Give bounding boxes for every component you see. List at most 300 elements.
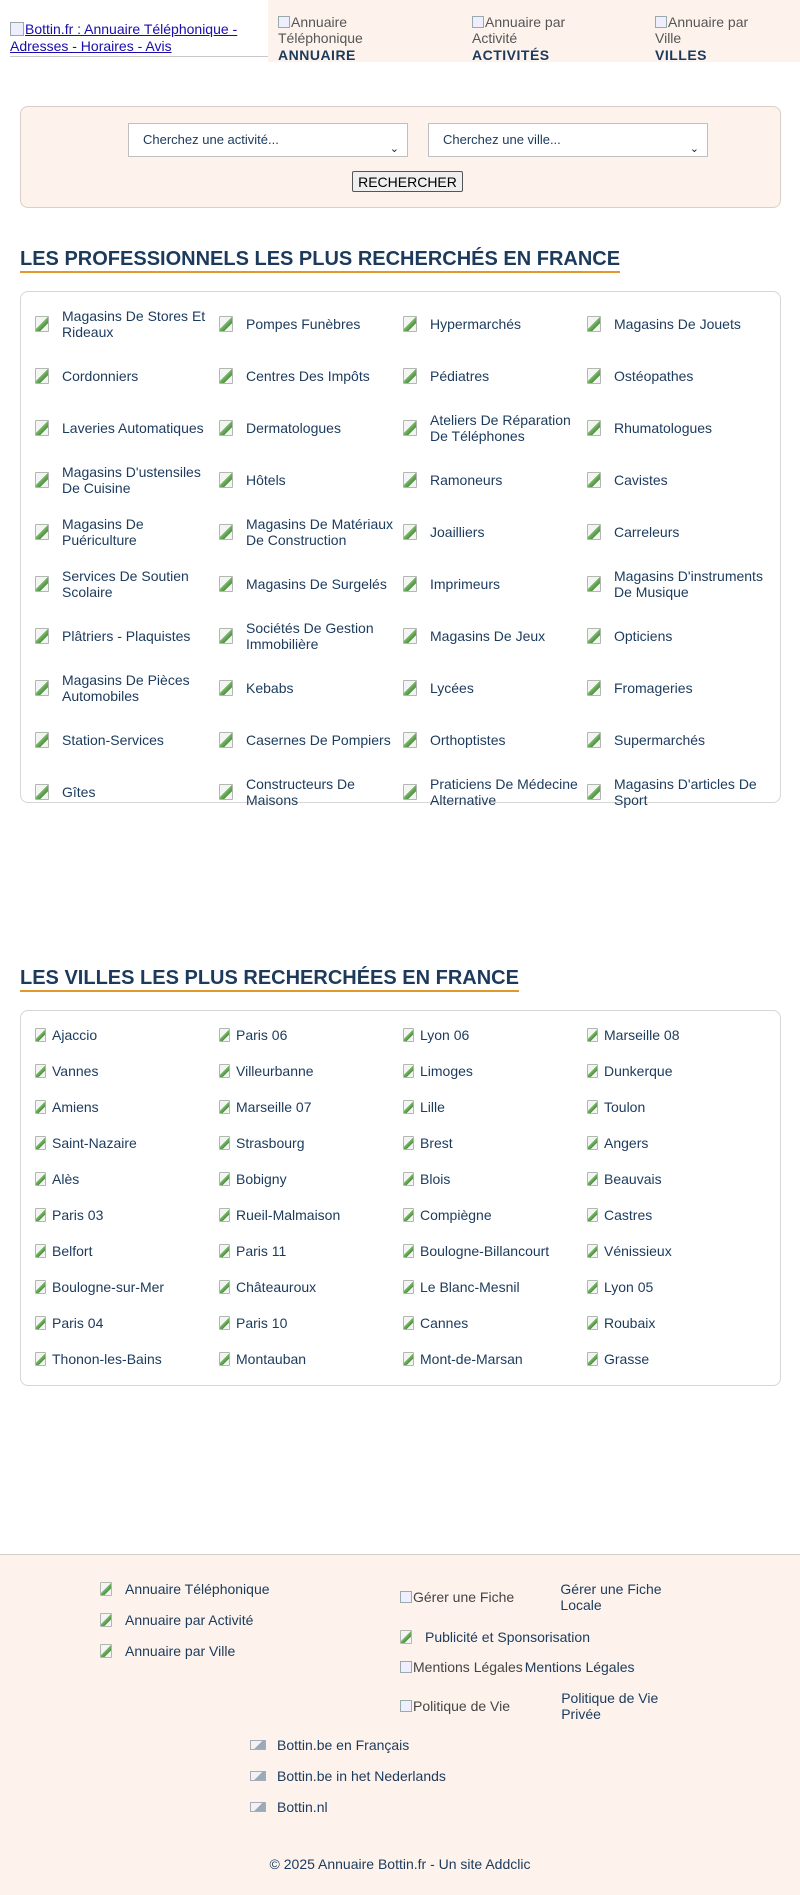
footer-link-ads[interactable]: Publicité et Sponsorisation [400,1629,590,1645]
city-thumbnail-icon [587,1064,598,1078]
city-thumbnail-icon [35,1208,46,1222]
city-row [21,1277,782,1297]
category-thumbnail-icon [587,524,601,540]
city-link[interactable] [403,1097,587,1117]
city-thumbnail-icon [219,1316,230,1330]
pro-label: Joailliers [430,524,485,540]
city-label: Paris 11 [236,1243,287,1259]
broken-image-icon [400,1591,412,1603]
pro-label: Praticiens De Médecine Alternative [430,776,578,808]
city-thumbnail-icon [219,1280,230,1294]
broken-image-icon [472,16,484,28]
city-label: Grasse [604,1351,650,1367]
city-thumbnail-icon [403,1316,414,1330]
city-link[interactable] [403,1313,587,1333]
city-label: Toulon [604,1099,646,1115]
city-label: Vénissieux [604,1243,672,1259]
activity-select[interactable] [128,123,408,157]
pro-link[interactable] [35,408,219,448]
pro-link[interactable] [587,720,771,760]
city-row [21,1349,782,1369]
pro-label: Plâtriers - Plaquistes [62,628,191,644]
nav-villes[interactable] [655,14,770,63]
city-thumbnail-icon [587,1100,598,1114]
category-thumbnail-icon [403,316,417,332]
pro-link[interactable] [219,512,403,552]
city-link[interactable] [219,1205,403,1225]
city-link[interactable] [35,1205,219,1225]
category-thumbnail-icon [219,680,233,696]
pro-link[interactable] [403,720,587,760]
broken-image-icon [278,16,290,28]
city-link[interactable] [587,1205,771,1225]
category-thumbnail-icon [587,576,601,592]
nav-villes-image-alt: Annuaire par Ville [655,14,749,46]
pro-label: Magasins De Matériaux De Construction [246,516,394,548]
city-link[interactable] [403,1133,587,1153]
copyright-text: © 2025 Annuaire Bottin.fr - Un site Addclic [269,1856,531,1872]
category-thumbnail-icon [35,784,49,800]
city-link[interactable] [587,1097,771,1117]
category-thumbnail-icon [403,420,417,436]
pro-link[interactable] [403,512,587,552]
city-link[interactable] [219,1313,403,1333]
pro-label: Carreleurs [614,524,680,540]
nav-annuaire-label: ANNUAIRE [278,47,356,63]
pro-link[interactable] [219,304,403,344]
city-label: Dunkerque [604,1063,673,1079]
city-thumbnail-icon [403,1136,414,1150]
city-row [21,1025,782,1045]
city-label: Thonon-les-Bains [52,1351,162,1367]
city-link[interactable] [403,1061,587,1081]
city-link[interactable] [219,1169,403,1189]
city-label: Alès [52,1171,80,1187]
pro-link[interactable] [219,356,403,396]
city-row [21,1097,782,1117]
city-label: Marseille 08 [604,1027,680,1043]
category-thumbnail-icon [403,784,417,800]
city-thumbnail-icon [587,1136,598,1150]
legal-label: Mentions Légales [524,1659,635,1675]
pro-link[interactable] [219,616,403,656]
city-thumbnail-icon [35,1136,46,1150]
professionals-grid [20,291,781,808]
site-logo-link[interactable] [10,21,268,57]
city-link[interactable] [219,1241,403,1261]
activity-select-value: Cherchez une activité... [143,132,279,147]
pro-label: Magasins De Pièces Automobiles [62,672,190,704]
pro-label: Constructeurs De Maisons [246,776,355,808]
logo-alt-text: Bottin.fr : Annuaire Téléphonique - Adresses - Horaires - Avis [10,21,238,54]
pro-label: Magasins D'instruments De Musique [614,568,763,600]
city-select[interactable] [428,123,708,157]
pro-link[interactable] [587,356,771,396]
city-thumbnail-icon [587,1208,598,1222]
footer-link-bottin-nl[interactable]: Bottin.nl [250,1799,328,1815]
city-thumbnail-icon [35,1244,46,1258]
city-thumbnail-icon [403,1064,414,1078]
broken-image-icon [655,16,667,28]
pro-link[interactable] [35,616,219,656]
category-thumbnail-icon [219,472,233,488]
pro-link[interactable] [403,616,587,656]
city-thumbnail-icon [587,1172,598,1186]
category-thumbnail-icon [219,368,233,384]
city-label: Beauvais [604,1171,662,1187]
city-label: Mont-de-Marsan [420,1351,523,1367]
city-row [21,1313,782,1333]
city-thumbnail-icon [35,1172,46,1186]
city-thumbnail-icon [403,1280,414,1294]
pro-row [21,616,782,656]
privacy-label: Politique de Vie Privée [561,1690,659,1722]
city-label: Brest [420,1135,453,1151]
cities-grid [20,1010,781,1386]
pro-label: Magasins De Surgelés [246,576,387,592]
cities-title: LES VILLES LES PLUS RECHERCHÉES EN FRANCE [20,966,519,992]
pro-row [21,772,782,812]
pro-label: Pompes Funèbres [246,316,361,332]
pro-label: Cordonniers [62,368,139,384]
city-link[interactable] [403,1205,587,1225]
page-icon [100,1644,112,1658]
footer-link-privacy[interactable] [400,1690,670,1722]
pro-label: Magasins De Jeux [430,628,546,644]
city-label: Strasbourg [236,1135,305,1151]
city-link[interactable] [35,1133,219,1153]
footer-link-annuaire[interactable]: Annuaire Téléphonique [100,1581,270,1597]
city-row [21,1169,782,1189]
category-thumbnail-icon [35,472,49,488]
city-link[interactable] [403,1169,587,1189]
pro-link[interactable] [587,616,771,656]
city-label: Roubaix [604,1315,656,1331]
city-thumbnail-icon [35,1280,46,1294]
city-thumbnail-icon [403,1208,414,1222]
city-thumbnail-icon [587,1244,598,1258]
pro-link[interactable] [403,668,587,708]
pro-label: Hôtels [246,472,286,488]
pro-label: Fromageries [614,680,693,696]
pro-row [21,356,782,396]
city-label: Castres [604,1207,653,1223]
city-row [21,1205,782,1225]
city-row [21,1061,782,1081]
city-label: Villeurbanne [236,1063,314,1079]
category-thumbnail-icon [403,732,417,748]
city-link[interactable] [587,1277,771,1297]
pro-row [21,668,782,708]
city-label: Paris 03 [52,1207,104,1223]
professionals-title: LES PROFESSIONNELS LES PLUS RECHERCHÉS EN FRANCE [20,247,620,273]
nav-annuaire-image-alt: Annuaire Téléphonique [278,14,363,46]
pro-link[interactable] [219,408,403,448]
city-link[interactable] [219,1061,403,1081]
broken-image-icon [400,1661,412,1673]
pro-label: Centres Des Impôts [246,368,370,384]
city-label: Châteauroux [236,1279,317,1295]
pro-label: Services De Soutien Scolaire [62,568,189,600]
pro-link[interactable] [587,512,771,552]
chevron-down-icon: ⌄ [389,143,399,155]
city-label: Lyon 05 [604,1279,654,1295]
pro-link[interactable] [403,772,587,812]
category-thumbnail-icon [219,316,233,332]
city-thumbnail-icon [219,1064,230,1078]
pro-link[interactable] [35,512,219,552]
city-link[interactable] [587,1025,771,1045]
pro-link[interactable] [219,772,403,812]
pro-label: Magasins D'ustensiles De Cuisine [62,464,201,496]
category-thumbnail-icon [403,680,417,696]
city-label: Blois [420,1171,451,1187]
city-link[interactable] [403,1349,587,1369]
category-thumbnail-icon [35,680,49,696]
category-thumbnail-icon [35,732,49,748]
footer-link-bottin-be-nl[interactable]: Bottin.be in het Nederlands [250,1768,446,1784]
pro-link[interactable] [35,720,219,760]
category-thumbnail-icon [587,732,601,748]
pro-label: Kebabs [246,680,294,696]
pro-link[interactable] [219,668,403,708]
category-thumbnail-icon [587,680,601,696]
pro-row [21,512,782,552]
city-label: Rueil-Malmaison [236,1207,341,1223]
city-label: Marseille 07 [236,1099,312,1115]
city-thumbnail-icon [403,1172,414,1186]
category-thumbnail-icon [403,368,417,384]
city-link[interactable] [587,1349,771,1369]
city-link[interactable] [587,1313,771,1333]
city-label: Bobigny [236,1171,287,1187]
city-link[interactable] [403,1277,587,1297]
city-label: Boulogne-Billancourt [420,1243,550,1259]
pro-link[interactable] [219,460,403,500]
pro-link[interactable] [35,356,219,396]
city-label: Paris 10 [236,1315,288,1331]
category-thumbnail-icon [219,524,233,540]
city-label: Angers [604,1135,649,1151]
city-link[interactable] [587,1133,771,1153]
pro-link[interactable] [587,772,771,812]
category-thumbnail-icon [35,420,49,436]
pro-label: Cavistes [614,472,668,488]
nav-activites-label: ACTIVITÉS [472,47,550,63]
pro-label: Opticiens [614,628,673,644]
city-link[interactable] [219,1025,403,1045]
category-thumbnail-icon [219,420,233,436]
city-thumbnail-icon [219,1352,230,1366]
pro-link[interactable] [403,408,587,448]
city-label: Lyon 06 [420,1027,470,1043]
pro-label: Laveries Automatiques [62,420,204,436]
category-thumbnail-icon [35,316,49,332]
pro-link[interactable] [35,668,219,708]
city-link[interactable] [35,1313,219,1333]
city-link[interactable] [35,1349,219,1369]
pro-label: Supermarchés [614,732,706,748]
pro-link[interactable] [35,304,219,344]
city-thumbnail-icon [587,1028,598,1042]
nav-activites-image-alt: Annuaire par Activité [472,14,566,46]
city-label: Saint-Nazaire [52,1135,137,1151]
city-link[interactable] [219,1349,403,1369]
footer-link-ville[interactable]: Annuaire par Ville [100,1643,235,1659]
city-thumbnail-icon [587,1280,598,1294]
city-thumbnail-icon [587,1352,598,1366]
city-link[interactable] [587,1241,771,1261]
city-thumbnail-icon [587,1316,598,1330]
city-label: Ajaccio [52,1027,98,1043]
nav-annuaire[interactable] [278,14,428,63]
category-thumbnail-icon [587,368,601,384]
pro-label: Dermatologues [246,420,341,436]
city-link[interactable] [219,1097,403,1117]
city-label: Limoges [420,1063,473,1079]
category-thumbnail-icon [35,576,49,592]
category-thumbnail-icon [587,628,601,644]
pro-link[interactable] [219,564,403,604]
city-link[interactable] [403,1241,587,1261]
pro-link[interactable] [219,720,403,760]
city-link[interactable] [35,1241,219,1261]
footer-link-legal[interactable] [400,1659,635,1675]
city-label: Compiègne [420,1207,492,1223]
city-thumbnail-icon [219,1100,230,1114]
category-thumbnail-icon [35,628,49,644]
pro-label: Magasins De Stores Et Rideaux [62,308,206,340]
city-link[interactable] [35,1277,219,1297]
pro-link[interactable] [587,564,771,604]
pro-label: Magasins D'articles De Sport [614,776,757,808]
city-thumbnail-icon [403,1244,414,1258]
category-thumbnail-icon [403,628,417,644]
city-thumbnail-icon [219,1172,230,1186]
pro-label: Pédiatres [430,368,490,384]
header-logo-area [0,0,268,62]
city-thumbnail-icon [403,1352,414,1366]
search-button[interactable]: RECHERCHER [352,171,463,192]
pro-label: Sociétés De Gestion Immobilière [246,620,374,652]
pro-link[interactable] [35,564,219,604]
city-thumbnail-icon [219,1208,230,1222]
pro-row [21,304,782,344]
site-header [0,0,800,62]
category-thumbnail-icon [587,420,601,436]
footer-link-bottin-be-fr[interactable]: Bottin.be en Français [250,1737,409,1753]
city-link[interactable] [35,1169,219,1189]
pro-label: Rhumatologues [614,420,713,436]
city-link[interactable] [35,1097,219,1117]
nav-villes-label: VILLES [655,47,708,63]
city-label: Montauban [236,1351,307,1367]
category-thumbnail-icon [403,472,417,488]
city-link[interactable] [219,1133,403,1153]
city-thumbnail-icon [35,1352,46,1366]
pro-link[interactable] [587,668,771,708]
city-thumbnail-icon [219,1244,230,1258]
city-link[interactable] [587,1061,771,1081]
city-thumbnail-icon [35,1028,46,1042]
pro-link[interactable] [587,304,771,344]
footer-link-activite[interactable]: Annuaire par Activité [100,1612,253,1628]
category-thumbnail-icon [587,784,601,800]
city-select-value: Cherchez une ville... [443,132,561,147]
privacy-image-alt: Politique de Vie [400,1698,561,1714]
city-link[interactable] [587,1169,771,1189]
city-label: Cannes [420,1315,469,1331]
pro-label: Ramoneurs [430,472,503,488]
pro-label: Ateliers De Réparation De Téléphones [430,412,571,444]
page-icon [100,1582,112,1596]
category-thumbnail-icon [35,524,49,540]
city-link[interactable] [35,1061,219,1081]
pro-link[interactable] [403,564,587,604]
flag-icon [250,1771,266,1781]
category-thumbnail-icon [219,732,233,748]
pro-label: Magasins De Jouets [614,316,741,332]
category-thumbnail-icon [403,576,417,592]
city-label: Boulogne-sur-Mer [52,1279,165,1295]
city-label: Paris 06 [236,1027,288,1043]
pro-link[interactable] [35,772,219,812]
city-label: Paris 04 [52,1315,104,1331]
city-link[interactable] [219,1277,403,1297]
city-label: Lille [420,1099,445,1115]
search-panel [20,106,781,208]
category-thumbnail-icon [219,628,233,644]
flag-icon [250,1802,266,1812]
nav-activites[interactable] [472,14,612,63]
pro-row [21,564,782,604]
category-thumbnail-icon [219,784,233,800]
pro-label: Gîtes [62,784,96,800]
pro-label: Imprimeurs [430,576,501,592]
city-thumbnail-icon [219,1028,230,1042]
legal-image-alt: Mentions Légales [400,1659,523,1675]
pro-link[interactable] [403,304,587,344]
category-thumbnail-icon [35,368,49,384]
pro-label: Station-Services [62,732,164,748]
pro-row [21,408,782,448]
city-link[interactable] [403,1025,587,1045]
city-label: Belfort [52,1243,93,1259]
pro-link[interactable] [35,460,219,500]
city-thumbnail-icon [35,1064,46,1078]
pro-link[interactable] [587,460,771,500]
pro-label: Hypermarchés [430,316,522,332]
manage-label: Gérer une Fiche Locale [560,1581,662,1613]
city-link[interactable] [35,1025,219,1045]
pro-label: Magasins De Puériculture [62,516,144,548]
city-row [21,1241,782,1261]
city-thumbnail-icon [219,1136,230,1150]
pro-row [21,460,782,500]
pro-link[interactable] [403,356,587,396]
broken-image-icon [10,22,24,36]
flag-icon [250,1740,266,1750]
pro-label: Lycées [430,680,474,696]
city-thumbnail-icon [35,1100,46,1114]
footer-link-manage[interactable] [400,1581,670,1613]
pro-label: Casernes De Pompiers [246,732,391,748]
category-thumbnail-icon [587,472,601,488]
city-thumbnail-icon [35,1316,46,1330]
pro-link[interactable] [403,460,587,500]
category-thumbnail-icon [403,524,417,540]
pro-link[interactable] [587,408,771,448]
